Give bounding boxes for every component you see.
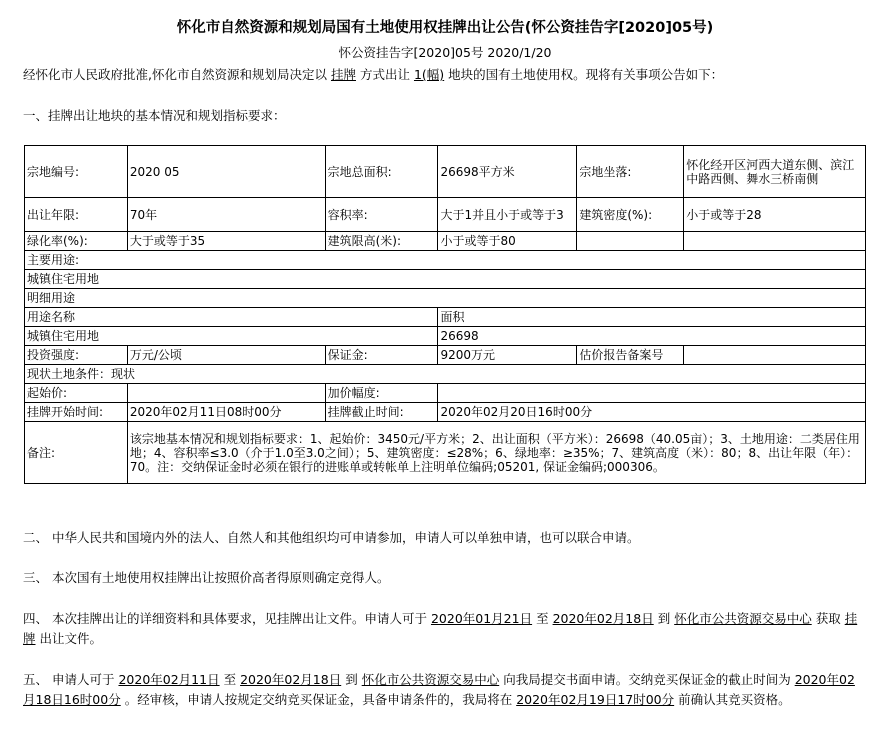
empty-cell xyxy=(684,232,866,251)
section-3-paragraph: 三、 本次国有土地使用权挂牌出让按照价高者得原则确定竞得人。 xyxy=(23,570,390,585)
building-density-label: 建筑密度(%): xyxy=(577,198,684,232)
section-5-place: 怀化市公共资源交易中心 xyxy=(361,672,500,687)
section-5-paragraph xyxy=(23,670,858,710)
table-row xyxy=(25,327,866,346)
section-4-date-start: 2020年01月21日 xyxy=(430,611,533,626)
notice-number-date: 怀公资挂告字[2020]05号 2020/1/20 xyxy=(338,45,552,60)
table-row xyxy=(25,403,866,422)
location-label: 宗地坐落: xyxy=(577,146,684,198)
increment-value xyxy=(438,384,866,403)
height-limit-value: 小于或等于80 xyxy=(438,232,577,251)
intro-paragraph xyxy=(23,65,883,85)
land-condition: 现状土地条件：现状 xyxy=(25,365,866,384)
section-5-text-d: 向我局提交书面申请。交纳竞买保证金的截止时间为 xyxy=(503,672,791,687)
plot-ratio-label: 容积率: xyxy=(325,198,438,232)
section-5-deposit-deadline: 2020年02月18日16时00分 xyxy=(23,672,855,707)
section-4-text-d: 获取 xyxy=(815,611,841,626)
table-row xyxy=(25,384,866,403)
appraisal-label: 估价报告备案号 xyxy=(577,346,684,365)
table-row xyxy=(25,365,866,384)
empty-cell xyxy=(577,232,684,251)
increment-label: 加价幅度: xyxy=(325,384,438,403)
section-5-date-end: 2020年02月18日 xyxy=(240,672,342,687)
page-title: 怀化市自然资源和规划局国有土地使用权挂牌出让公告(怀公资挂告字[2020]05号) xyxy=(176,20,714,36)
section-4-text-e: 出让文件。 xyxy=(39,631,103,646)
section-4-text-c: 到 xyxy=(657,611,671,626)
location-value: 怀化经开区河西大道东侧、滨江中路西侧、舞水三桥南侧 xyxy=(684,146,866,198)
main-use-label: 主要用途: xyxy=(25,251,866,270)
parcel-id-label: 宗地编号: xyxy=(25,146,128,198)
intro-text-1: 经怀化市人民政府批准,怀化市自然资源和规划局决定以 xyxy=(23,67,327,82)
section-5-text-e: 。经审核，申请人按规定交纳竞买保证金，具备申请条件的，我局将在 xyxy=(124,692,513,707)
section-4-text-a: 四、 本次挂牌出让的详细资料和具体要求，见挂牌出让文件。申请人可于 xyxy=(23,611,427,626)
appraisal-value xyxy=(684,346,866,365)
intro-method: 挂牌 xyxy=(330,67,356,82)
green-rate-value: 大于或等于35 xyxy=(127,232,325,251)
table-row xyxy=(25,346,866,365)
table-row xyxy=(25,308,866,327)
section-5-confirm-time: 2020年02月19日17时00分 xyxy=(516,692,675,707)
table-row xyxy=(25,146,866,198)
listing-end-value: 2020年02月20日16时00分 xyxy=(438,403,866,422)
use-name-header: 用途名称 xyxy=(25,308,438,327)
section-4-place: 怀化市公共资源交易中心 xyxy=(674,611,812,626)
total-area-value: 26698平方米 xyxy=(438,146,577,198)
section-4-date-end: 2020年02月18日 xyxy=(552,611,654,626)
table-row xyxy=(25,270,866,289)
section-5-text-c: 到 xyxy=(345,672,358,687)
table-row xyxy=(25,289,866,308)
deposit-label: 保证金: xyxy=(325,346,438,365)
start-price-value xyxy=(127,384,325,403)
use-area-value: 26698 xyxy=(438,327,866,346)
green-rate-label: 绿化率(%): xyxy=(25,232,128,251)
deposit-value: 9200万元 xyxy=(438,346,577,365)
remarks-value: 该宗地基本情况和规划指标要求：1、起始价：3450元/平方米；2、出让面积（平方米）：26698（40.05亩）；3、土地用途：二类居住用地；4、容积率≤3.0（介于1.0至3.0之间）；5、建筑密度：≤28%；6、绿地率：≥35%；7、建筑高度（米）：80；8、出让年限（年）：70。注：交纳保证金时必须在银行的进账单或转帐单上注明单位编码;05201, 保证金编码;000306。 xyxy=(127,422,865,484)
table-row xyxy=(25,232,866,251)
table-row xyxy=(25,251,866,270)
intro-text-3: 地块的国有土地使用权。现将有关事项公告如下： xyxy=(448,67,724,82)
table-row xyxy=(25,422,866,484)
section-4-method: 挂牌 xyxy=(23,611,858,646)
section-5-date-start: 2020年02月11日 xyxy=(118,672,220,687)
investment-label: 投资强度: xyxy=(25,346,128,365)
plot-ratio-value: 大于1并且小于或等于3 xyxy=(438,198,577,232)
term-label: 出让年限: xyxy=(25,198,128,232)
remarks-label: 备注: xyxy=(25,422,128,484)
section-5-text-b: 至 xyxy=(223,672,237,687)
main-use-value: 城镇住宅用地 xyxy=(25,270,866,289)
term-value: 70年 xyxy=(127,198,325,232)
section-1-heading: 一、挂牌出让地块的基本情况和规划指标要求： xyxy=(23,108,286,123)
intro-count: 1(幅) xyxy=(413,67,445,82)
section-4-text-b: 至 xyxy=(536,611,549,626)
start-price-label: 起始价: xyxy=(25,384,128,403)
investment-value: 万元/公顷 xyxy=(127,346,325,365)
table-row xyxy=(25,198,866,232)
intro-text-2: 方式出让 xyxy=(359,67,410,82)
use-name-value: 城镇住宅用地 xyxy=(25,327,438,346)
section-5-text-a: 五、 申请人可于 xyxy=(23,672,115,687)
building-density-value: 小于或等于28 xyxy=(684,198,866,232)
parcel-id-value: 2020 05 xyxy=(127,146,325,198)
detail-use-label: 明细用途 xyxy=(25,289,866,308)
total-area-label: 宗地总面积: xyxy=(325,146,438,198)
section-4-paragraph xyxy=(23,609,858,649)
land-info-table xyxy=(24,145,866,484)
height-limit-label: 建筑限高(米): xyxy=(325,232,438,251)
listing-end-label: 挂牌截止时间: xyxy=(325,403,438,422)
listing-start-value: 2020年02月11日08时00分 xyxy=(127,403,325,422)
section-2-paragraph: 二、 中华人民共和国境内外的法人、自然人和其他组织均可申请参加，申请人可以单独申请，也可以联合申请。 xyxy=(23,530,640,545)
listing-start-label: 挂牌开始时间: xyxy=(25,403,128,422)
use-area-header: 面积 xyxy=(438,308,866,327)
section-5-text-f: 前确认其竞买资格。 xyxy=(678,692,791,707)
